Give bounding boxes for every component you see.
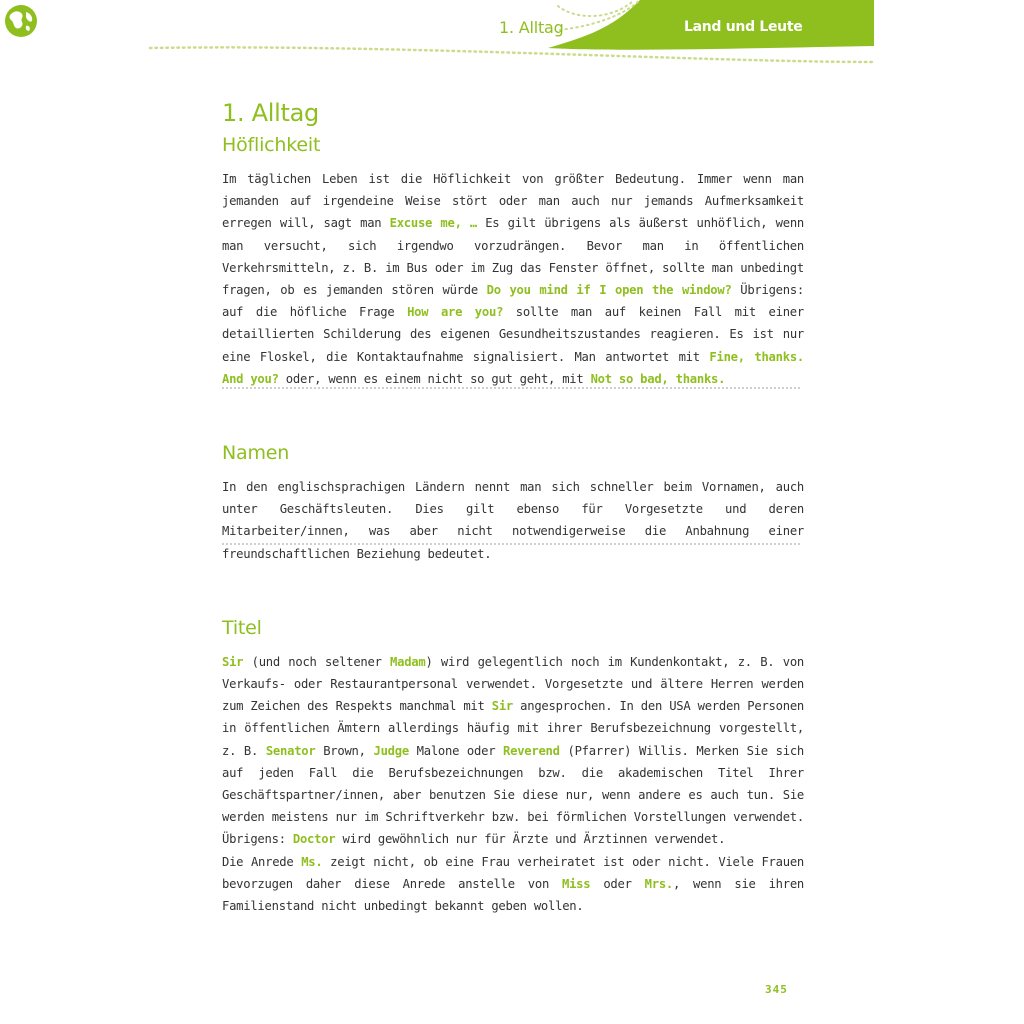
term-madam: Madam	[390, 654, 426, 669]
term-mrs: Mrs.	[644, 876, 673, 891]
term-reverend: Reverend	[503, 743, 560, 758]
globe-icon	[0, 0, 42, 42]
term-miss: Miss	[562, 876, 591, 891]
term-doctor: Doctor	[292, 832, 336, 847]
term-ms: Ms.	[301, 854, 323, 869]
paragraph-titel-anrede: Die Anrede Ms. zeigt nicht, ob eine Frau verheiratet ist oder nicht. Viele Frauen bevorzugen daher diese Anrede anstelle von Miss oder Mrs., wenn sie ihren Familienstand nicht unbedingt bekannt geben wollen.	[222, 854, 805, 914]
running-header-chapter: 1. Alltag	[499, 18, 564, 37]
page-content	[222, 96, 804, 917]
phrase-excuse-me: Excuse me, …	[389, 216, 477, 231]
section-heading-titel: Titel	[222, 616, 262, 639]
paragraph-hoeflichkeit: Im täglichen Leben ist die Höflichkeit von größter Bedeutung. Immer wenn man jemanden auf irgendeine Weise stört oder man auch nur jemands Aufmerksamkeit erregen will, sagt man Excuse me, … Es gilt übrigens als äußerst unhöflich, wenn man versucht, sich irgendwo vorzudrängen. Bevor man in öffentlichen Verkehrsmitteln, z. B. im Bus oder im Zug das Fenster öffnet, sollte man unbedingt fragen, ob es jemanden stören würde Do you mind if I open the window? Übrigens: auf die höfliche Frage How are you? sollte man auf keinen Fall mit einer detaillierten Schilderung des eigenen Gesundheitszustandes reagieren. Es ist nur eine Floskel, die Kontaktaufnahme signalisiert. Man antwortet mit Fine, thanks. And you? oder, wenn es einem nicht so gut geht, mit Not so bad, thanks.	[222, 172, 805, 386]
term-judge: Judge	[373, 743, 409, 758]
page-number: 345	[765, 983, 788, 996]
phrase-fine-thanks: Fine, thanks. And you?	[222, 349, 804, 386]
section-heading-hoeflichkeit: Höflichkeit	[222, 134, 321, 156]
chapter-title: 1. Alltag	[222, 99, 319, 127]
term-sir: Sir	[222, 654, 244, 669]
header-decoration	[0, 0, 1024, 80]
section-divider	[222, 543, 800, 545]
phrase-not-so-bad: Not so bad, thanks.	[590, 371, 726, 386]
running-header-section: Land und Leute	[684, 19, 803, 35]
phrase-do-you-mind: Do you mind if I open the window?	[486, 283, 732, 298]
paragraph-namen: In den englischsprachigen Ländern nennt man sich schneller beim Vornamen, auch unter Geschäftsleuten. Dies gilt ebenso für Vorgesetzte und deren Mitarbeiter/innen, was aber nicht notwendigerweise die Anbahnung einer freundschaftlichen Beziehung bedeutet.	[222, 480, 804, 561]
section-heading-namen: Namen	[222, 442, 290, 465]
term-sir: Sir	[491, 699, 513, 714]
term-senator: Senator	[265, 743, 316, 758]
page-header	[0, 0, 1024, 80]
section-divider	[222, 387, 800, 389]
paragraph-titel: Sir (und noch seltener Madam) wird gelegentlich noch im Kundenkontakt, z. B. von Verkaufs- oder Restaurantpersonal verwendet. Vorgesetzte und ältere Herren werden zum Zeichen des Respekts manchmal mit Sir angesprochen. In den USA werden Personen in öffentlichen Ämtern allerdings häufig mit ihrer Berufsbezeichnung vorgestellt, z. B. Senator Brown, Judge Malone oder Reverend (Pfarrer) Willis. Merken Sie sich auf jeden Fall die Berufsbezeichnungen bzw. die akademischen Titel Ihrer Geschäftspartner/innen, aber benutzen Sie diese nur, wenn andere es auch tun. Sie werden meistens nur im Schriftverkehr bzw. bei förmlichen Vorstellungen verwendet. Übrigens: Doctor wird gewöhnlich nur für Ärzte und Ärztinnen verwendet.	[222, 654, 804, 847]
phrase-how-are-you: How are you?	[407, 305, 504, 320]
